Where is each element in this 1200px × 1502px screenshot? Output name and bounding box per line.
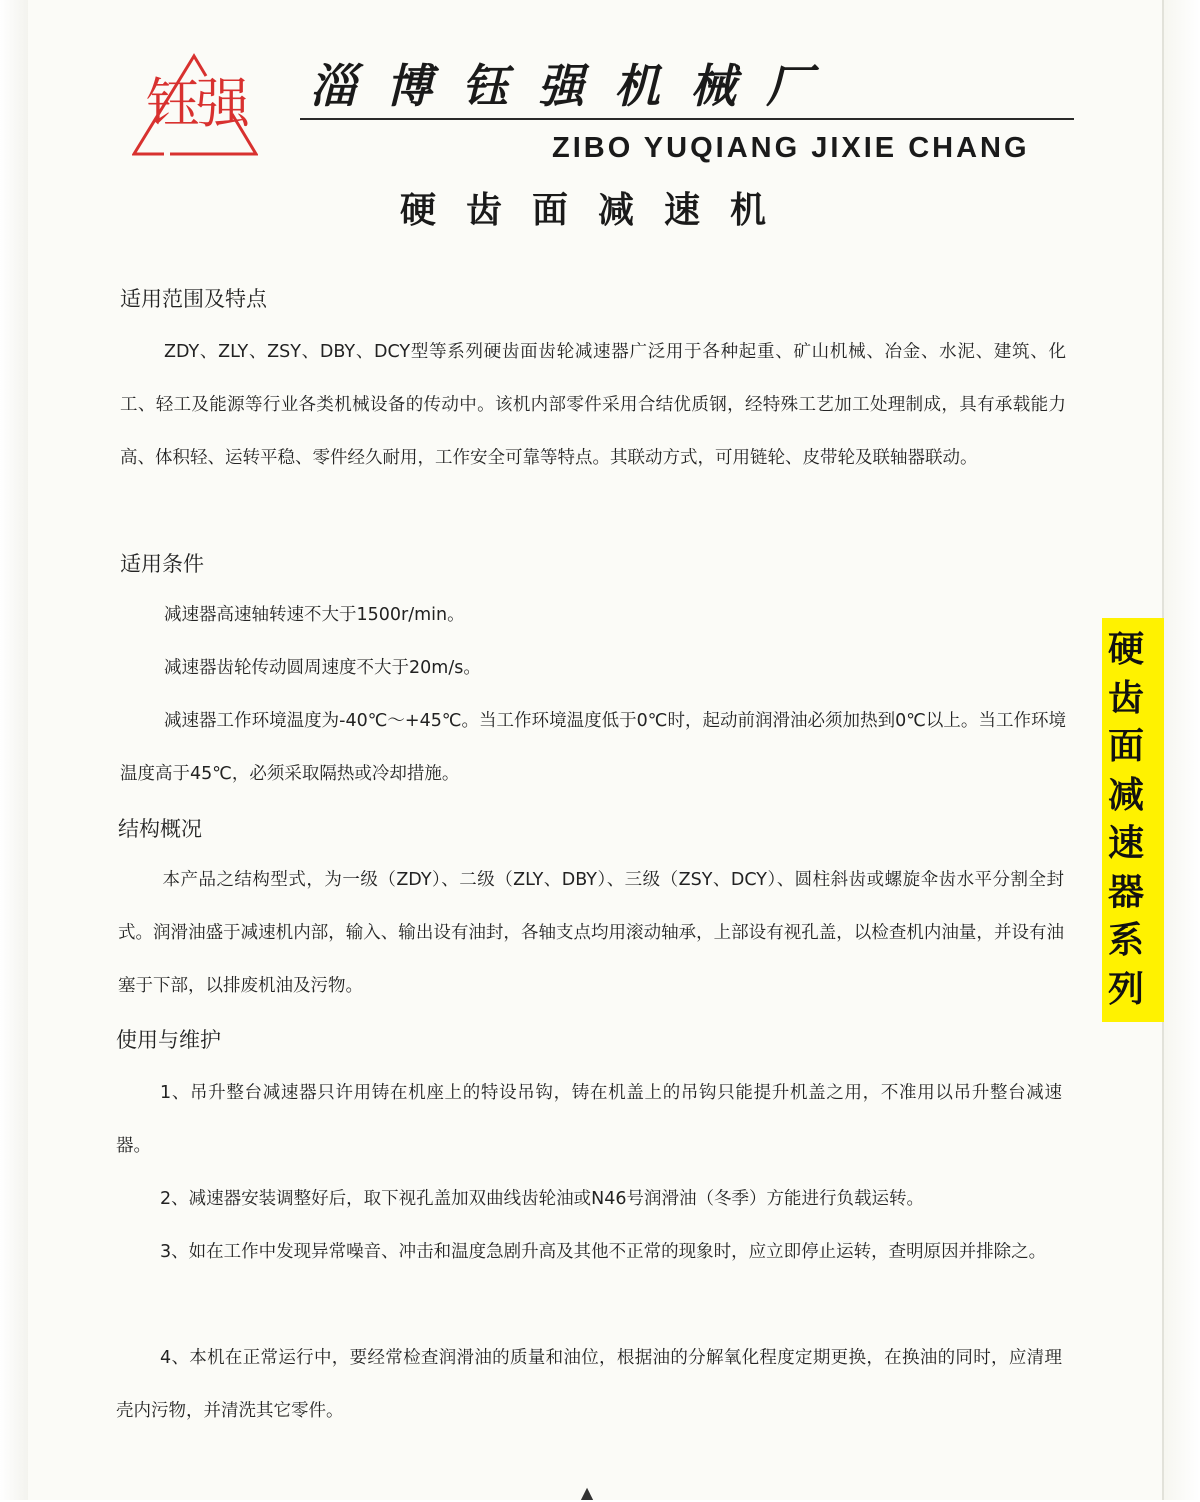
company-logo bbox=[132, 52, 258, 158]
maintenance-item-text: 1、吊升整台减速器只许用铸在机座上的特设吊钩，铸在机盖上的吊钩只能提升机盖之用，不准用以吊升整台减速器。 bbox=[116, 1083, 1062, 1156]
scope-paragraph bbox=[120, 326, 1066, 485]
header-divider bbox=[300, 118, 1074, 120]
conditions-item-text: 减速器齿轮传动圆周速度不大于20m/s。 bbox=[164, 658, 481, 678]
side-tab-label: 硬齿面减速器系列 bbox=[1107, 629, 1144, 1010]
maintenance-item bbox=[116, 1332, 1062, 1438]
conditions-item bbox=[120, 642, 1066, 695]
conditions-item bbox=[120, 589, 1066, 642]
maintenance-item-text: 3、如在工作中发现异常噪音、冲击和温度急剧升高及其他不正常的现象时，应立即停止运转，查明原因并排除之。 bbox=[160, 1242, 1047, 1262]
scope-paragraph-text: ZDY、ZLY、ZSY、DBY、DCY型等系列硬齿面齿轮减速器广泛用于各种起重、矿山机械、冶金、水泥、建筑、化工、轻工及能源等行业各类机械设备的传动中。该机内部零件采用合结优质钢，经特殊工艺加工处理制成，具有承载能力高、体积轻、运转平稳、零件经久耐用，工作安全可靠等特点。其联动方式，可用链轮、皮带轮及联轴器联动。 bbox=[120, 342, 1066, 468]
side-category-tab bbox=[1102, 618, 1164, 1022]
section-heading-maintenance: 使用与维护 bbox=[116, 1028, 221, 1052]
scan-edge-right bbox=[1162, 0, 1200, 1500]
scan-edge-left bbox=[0, 0, 28, 1500]
maintenance-item-text: 4、本机在正常运行中，要经常检查润滑油的质量和油位，根据油的分解氧化程度定期更换，在换油的同时，应清理壳内污物，并清洗其它零件。 bbox=[116, 1348, 1062, 1421]
conditions-item-text: 减速器高速轴转速不大于1500r/min。 bbox=[164, 605, 465, 625]
structure-paragraph bbox=[118, 854, 1064, 1013]
section-heading-structure: 结构概况 bbox=[118, 817, 202, 841]
company-name-cn: 淄博钰强机械厂 bbox=[310, 59, 842, 113]
maintenance-item bbox=[116, 1226, 1062, 1279]
company-name-en: ZIBO YUQIANG JIXIE CHANG bbox=[552, 132, 1030, 164]
maintenance-item bbox=[116, 1067, 1062, 1173]
page-title: 硬齿面减速机 bbox=[400, 190, 797, 231]
maintenance-item-text: 2、减速器安装调整好后，取下视孔盖加双曲线齿轮油或N46号润滑油（冬季）方能进行负载运转。 bbox=[160, 1189, 924, 1209]
logo-text: 钰强 bbox=[146, 72, 246, 135]
section-heading-scope: 适用范围及特点 bbox=[120, 287, 267, 311]
conditions-item bbox=[120, 695, 1066, 801]
section-heading-conditions: 适用条件 bbox=[120, 552, 204, 576]
maintenance-item bbox=[116, 1173, 1062, 1226]
page-bottom-mark: ▲ bbox=[580, 1483, 594, 1502]
conditions-item-text: 减速器工作环境温度为-40℃～+45℃。当工作环境温度低于0℃时，起动前润滑油必须加热到0℃以上。当工作环境温度高于45℃，必须采取隔热或冷却措施。 bbox=[120, 711, 1066, 784]
structure-paragraph-text: 本产品之结构型式，为一级（ZDY）、二级（ZLY、DBY）、三级（ZSY、DCY）、圆柱斜齿或螺旋伞齿水平分割全封式。润滑油盛于减速机内部，输入、输出设有油封，各轴支点均用滚动轴承，上部设有视孔盖，以检查机内油量，并设有油塞于下部，以排废机油及污物。 bbox=[118, 870, 1064, 996]
